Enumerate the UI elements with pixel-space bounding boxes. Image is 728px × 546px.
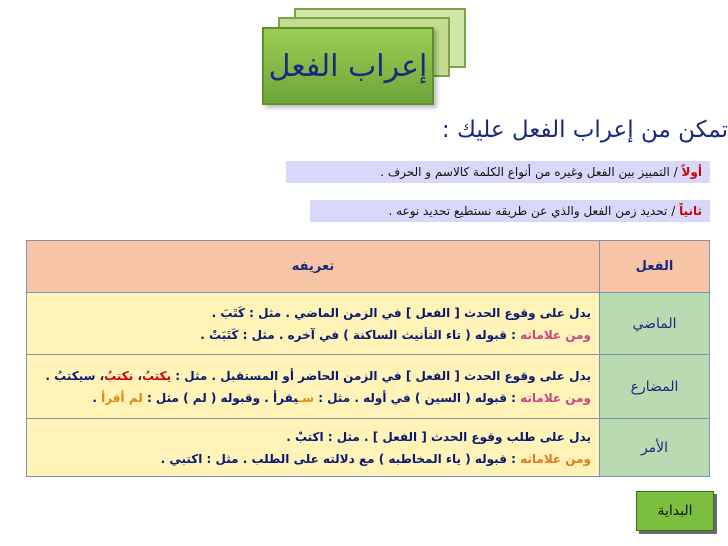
goal-1-key: أولاً: [681, 165, 702, 179]
row-definition-present: [27, 355, 600, 419]
goal-2-text: تحديد زمن الفعل والذي عن طريقه نستطيع تحديد نوعه .: [388, 204, 668, 218]
goal-1-sep: /: [669, 165, 682, 179]
subtitle: تمكن من إعراب الفعل عليك :: [441, 117, 728, 143]
present-line-1-text: يدل على وقوع الحدث [ الفعل ] في الزمن الحاضر أو المستقبل . مثل :: [171, 368, 591, 383]
present-end-2: .: [92, 390, 102, 405]
present-example-3: سيكتبُ: [54, 368, 96, 383]
row-definition-past: [27, 293, 600, 355]
past-signs-text: : قبوله ( تاء التأنيث الساكنة ) في آخره . مثل : كَتَبَتْ .: [200, 327, 521, 342]
present-example-1: يكتبُ: [142, 368, 172, 383]
row-name-imperative: الأمر: [600, 419, 710, 477]
row-name-past: الماضي: [600, 293, 710, 355]
table-row: [27, 419, 710, 477]
imperative-signs-text: : قبوله ( ياء المخاطبه ) مع دلالته على الطلب . مثل : اكتبي .: [160, 451, 521, 466]
imperative-signs-label: ومن علاماته: [520, 451, 591, 466]
header-definition: تعريفه: [27, 241, 600, 293]
present-comma-1: ،: [133, 368, 143, 383]
header-verb: الفعل: [600, 241, 710, 293]
table-header-row: [27, 241, 710, 293]
present-example-4: سـ: [298, 390, 315, 405]
row-definition-imperative: [27, 419, 600, 477]
table-row: [27, 293, 710, 355]
present-line-2-text-a: : قبوله ( السين ) في أوله . مثل :: [314, 390, 521, 405]
table-row: [27, 355, 710, 419]
imperative-line-2: [35, 448, 591, 470]
past-line-1: يدل على وقوع الحدث [ الفعل ] في الزمن الماضي . مثل : كَتَبَ .: [211, 305, 591, 320]
present-end-1: .: [45, 368, 55, 383]
title-card: [262, 27, 434, 105]
goal-1-text: التمييز بين الفعل وغيره من أنواع الكلمة كالاسم و الحرف .: [380, 165, 670, 179]
page-title: إعراب الفعل: [268, 48, 428, 84]
present-comma-2: ،: [95, 368, 105, 383]
goal-2-key: ثانياً: [679, 204, 702, 218]
present-example-6: لم: [128, 390, 143, 405]
imperative-line-1: يدل على طلب وقوع الحدث [ الفعل ] . مثل : اكتبْ .: [286, 429, 591, 444]
present-example-5: يقرأ: [273, 390, 299, 405]
row-name-present: المضارع: [600, 355, 710, 419]
past-signs-label: ومن علاماته: [520, 327, 591, 342]
start-button[interactable]: البداية: [636, 491, 714, 531]
goal-2-sep: /: [667, 204, 680, 218]
verb-table: [26, 240, 710, 477]
present-signs-label: ومن علاماته: [520, 390, 591, 405]
present-example-7: أقرأ: [101, 390, 125, 405]
present-example-2: نكتبُ: [104, 368, 134, 383]
past-line-2: [35, 324, 591, 346]
goal-1: [286, 161, 710, 183]
present-line-1: [35, 365, 591, 387]
present-line-2-text-b: . وقبوله ( لم ) مثل :: [142, 390, 273, 405]
goal-2: [310, 200, 710, 222]
present-line-2: [35, 387, 591, 409]
